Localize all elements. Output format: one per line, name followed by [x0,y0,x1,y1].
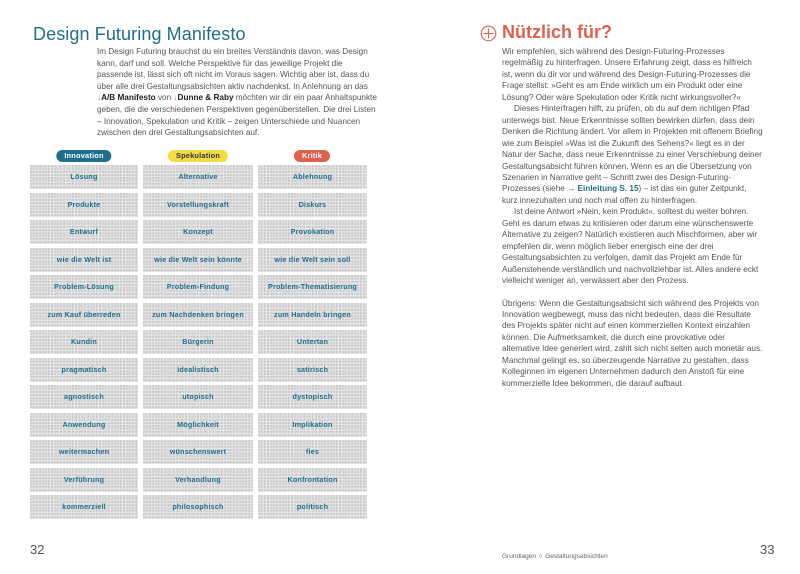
breadcrumb-subsection[interactable]: Gestaltungsabsichten [545,553,608,560]
table-cell: Produkte [30,193,138,217]
table-cell: Lösung [30,165,138,189]
table-cell: wie die Welt ist [30,248,138,272]
table-cell: Provokation [258,220,367,244]
breadcrumb-section[interactable]: Grundlagen [502,553,536,560]
table-cell: zum Nachdenken bringen [143,303,253,327]
paragraph-1: Wir empfehlen, sich während des Design-Futuring-Prozesses regelmäßig zu hinterfragen. Unsere Erfahrung zeigt, dass es hilfreich ist, wenn du dir vor und während des Design-Futuring-Prozesses die Frage stellst: »Geht es am Ende wirklich um ein Produkt oder eine Lösung? Oder wäre Spekulation oder Kritik nicht wirkungsvoller?« [502,47,752,102]
table-cell: fies [258,440,367,464]
table-cell: Problem-Thematisierung [258,275,367,299]
page-title-right: Nützlich für? [502,22,612,42]
table-cell: Untertan [258,330,367,354]
column-badge-kritik: Kritik [294,150,330,162]
table-cell: politisch [258,495,367,519]
paragraph-3: Ist deine Antwort »Nein, kein Produkt«, solltest du weiter bohren. Geht es darum etwas zu kritisieren oder darum eine wünschenswerte Alternative zu zeigen? Natürlich existieren auch Mischformen, aber wir empfehlen dir, wenn möglich lieber energisch eine der drei Gestaltungsabsichten zu verfolgen, damit das Projekt am Ende für Außenstehende verständlich und nachvollziehbar ist. Alles andere eckt vielleicht weniger an, verwässert aber den Prozess. [502,207,759,286]
table-cell: Diskurs [258,193,367,217]
plus-circle-icon [480,25,497,42]
einleitung-link[interactable]: → Einleitung S. 15 [567,184,639,194]
ref-ab-manifesto-link[interactable]: A/B Manifesto [101,93,156,103]
table-cell: Problem-Lösung [30,275,138,299]
manifesto-comparison-table [30,150,370,511]
table-cell: zum Kauf überreden [30,303,138,327]
right-body-text [502,46,764,389]
table-cell: Verhandlung [143,468,253,492]
table-cell: weitermachen [30,440,138,464]
arrow-down-icon: ↓ [173,93,178,103]
column-headers [30,150,370,165]
table-cell: kommerziell [30,495,138,519]
table-cell: pragmatisch [30,358,138,382]
ref-dunne-raby-link[interactable]: Dunne & Raby [177,93,234,103]
arrow-down-icon: ↓ [97,93,102,103]
table-cell: Verführung [30,468,138,492]
table-cell: Implikation [258,413,367,437]
table-cell: wünschenswert [143,440,253,464]
column-badge-spekulation: Spekulation [168,150,228,162]
intro-text: möchten wir dir ein paar Anhaltspunkte geben, die die verschiedenen Perspektiven gegenüberstellen. Die drei Listen – Innovation, Spekulation und Kritik – zeigen Unterschiede und Nuancen zwischen den drei Gestaltungsabsichten auf. [97,93,377,138]
paragraph-4: Übrigens: Wenn die Gestaltungsabsicht sich während des Projekts von Innovation wegbewegt, muss das nicht bedeuten, dass die Resultate des Projekts später nicht auf einen kommerziellen Kontext einzahlen können. Die Aufmerksamkeit, die durch eine provokative oder alternative Idee generiert wird, zahlt sich nicht selten auch monetär aus. Manchmal gelingt es, so überzeugende Narrative zu gestalten, dass Kolleg̲innen im eigenen Unternehmen dadurch den Anstoß für eine kommerzielle Idee bekommen, die darauf aufbaut. [502,298,763,388]
paragraph-2-text: ) – ist das ein guter Zeitpunkt, kurz innezuhalten und noch mal offen zu hinterfragen. [502,184,747,205]
diamond-separator-icon: ◊ [538,553,543,560]
table-cell: dystopisch [258,385,367,409]
table-cell: Kundin [30,330,138,354]
column-badge-innovation: Innovation [56,150,111,162]
table-cell: Alternative [143,165,253,189]
table-cell: agnostisch [30,385,138,409]
page-title-left: Design Futuring Manifesto [33,24,246,44]
table-cell: Möglichkeit [143,413,253,437]
table-cell: Entwurf [30,220,138,244]
intro-paragraph [97,46,380,139]
page-number-right: 33 [760,542,775,557]
intro-text: von [155,93,174,103]
table-cell: philosophisch [143,495,253,519]
table-cell: wie die Welt sein könnte [143,248,253,272]
breadcrumb [502,553,608,560]
table-cell: Vorstellungskraft [143,193,253,217]
intro-text: Im Design Futuring brauchst du ein breites Verständnis davon, was Design kann, darf und soll. Welche Perspektive für das jeweilige Projekt die passende ist, lässt sich oft nicht im Voraus sagen. Wichtig aber ist, dass du über alle drei Gestaltungsabsichten aktiv nachdenkst. In Anlehnung an das [97,47,370,91]
table-cell: Ablehnung [258,165,367,189]
table-cell: idealistisch [143,358,253,382]
table-cell: satirisch [258,358,367,382]
table-cell: Anwendung [30,413,138,437]
page-number-left: 32 [30,542,45,557]
table-cell: wie die Welt sein soll [258,248,367,272]
table-cell: Konzept [143,220,253,244]
paragraph-2 [502,103,764,206]
table-cell: Problem-Findung [143,275,253,299]
table-cell: Bürgerin [143,330,253,354]
paragraph-2-text: Dieses Hinterfragen hilft, zu prüfen, ob du auf dem richtigen Pfad unterwegs bist. Neue Erkenntnisse sollten bewirken dürfen, dass dein Denken die Richtung ändert. Vor allem in Projekten mit offenem Briefing wie zum Beispiel »Was ist die Zukunft des Sehens?« liegt es in der Natur der Sache, dass neue Erkenntnisse zu einer Verschiebung deiner Gestaltungsabsicht führen können. Wenn es an die Übersetzung von Szenarien in Narrative geht – Schritt zwei des Design-Futuring-Prozesses (siehe [502,104,763,194]
table-cell: Konfrontation [258,468,367,492]
table-cell: zum Handeln bringen [258,303,367,327]
table-cell: utopisch [143,385,253,409]
